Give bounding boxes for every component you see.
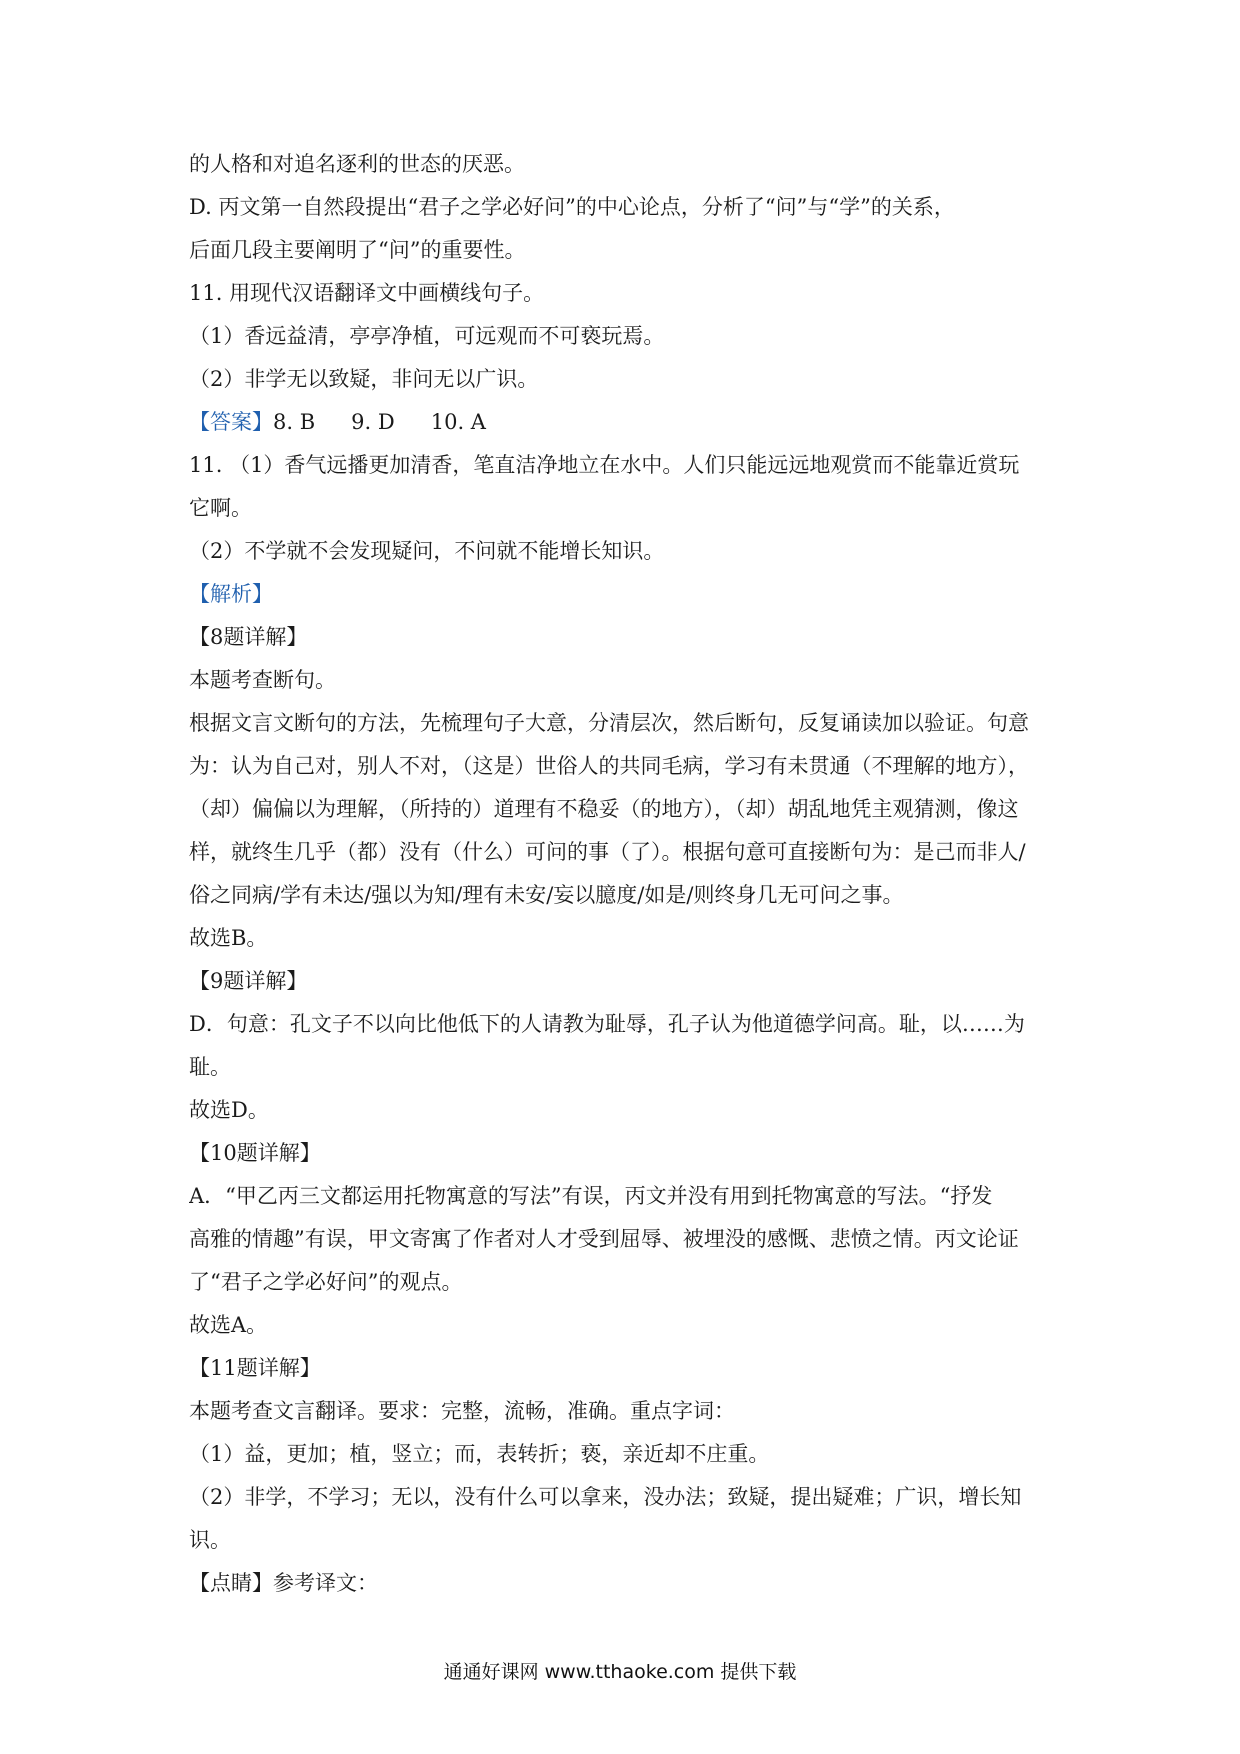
page-content — [189, 143, 1069, 1605]
question-11-title: 11. 用现代汉语翻译文中画横线句子。 — [189, 281, 545, 305]
page-footer: 通通好课网 www.tthaoke.com 提供下载 — [443, 1661, 797, 1683]
text-line: D. 丙文第一自然段提出“君子之学必好问”的中心论点，分析了“问”与“学”的关系， — [189, 195, 955, 219]
answer-11-line-2: 它啊。 — [189, 496, 252, 520]
text-line: 故选A。 — [189, 1313, 268, 1337]
text-line: 本题考查文言翻译。要求：完整，流畅，准确。重点字词： — [189, 1399, 735, 1423]
text-line: 了“君子之学必好问”的观点。 — [189, 1270, 463, 1294]
text-line: （2）非学，不学习；无以，没有什么可以拿来，没办法；致疑，提出疑难；广识，增长知 — [189, 1485, 1022, 1509]
text-line: 俗之同病/学有未达/强以为知/理有未安/妄以臆度/如是/则终身几无可问之事。 — [189, 883, 904, 907]
text-line: 高雅的情趣”有误，甲文寄寓了作者对人才受到屈辱、被埋没的感慨、悲愤之情。丙文论证 — [189, 1227, 1019, 1251]
section-heading: 【11题详解】 — [189, 1356, 321, 1380]
text-line: 故选B。 — [189, 926, 268, 950]
question-11-sentence-2: （2）非学无以致疑，非问无以广识。 — [189, 367, 539, 391]
section-heading: 【10题详解】 — [189, 1141, 321, 1165]
section-heading: 【9题详解】 — [189, 969, 308, 993]
section-heading: 【点睛】参考译文： — [189, 1571, 378, 1595]
answer-11-line-3: （2）不学就不会发现疑问，不问就不能增长知识。 — [189, 539, 665, 563]
text-line: 识。 — [189, 1528, 231, 1552]
text-line: 样，就终生几乎（都）没有（什么）可问的事（了）。根据句意可直接断句为：是己而非人/ — [189, 840, 1026, 864]
answer-q10: 10. A — [430, 410, 486, 434]
text-line: 后面几段主要阐明了“问”的重要性。 — [189, 238, 526, 262]
text-line: D．句意：孔文子不以向比他低下的人请教为耻辱，孔子认为他道德学问高。耻，以……为 — [189, 1012, 1025, 1036]
text-line: 根据文言文断句的方法，先梳理句子大意，分清层次，然后断句，反复诵读加以验证。句意 — [189, 711, 1029, 735]
analysis-tag: 【解析】 — [189, 582, 273, 606]
text-line: A．“甲乙丙三文都运用托物寓意的写法”有误，丙文并没有用到托物寓意的写法。“抒发 — [189, 1184, 993, 1208]
text-line: （却）偏偏以为理解，（所持的）道理有不稳妥（的地方），（却）胡乱地凭主观猜测，像这 — [189, 797, 1019, 821]
text-line: 为：认为自己对，别人不对，（这是）世俗人的共同毛病，学习有未贯通（不理解的地方）， — [189, 754, 1029, 778]
text-line: 的人格和对追名逐利的世态的厌恶。 — [189, 152, 525, 176]
section-heading: 【8题详解】 — [189, 625, 308, 649]
text-line: 故选D。 — [189, 1098, 269, 1122]
text-line: 耻。 — [189, 1055, 231, 1079]
answer-q8: 8. B — [273, 410, 316, 434]
question-11-sentence-1: （1）香远益清，亭亭净植，可远观而不可亵玩焉。 — [189, 324, 665, 348]
answer-tag: 【答案】 — [189, 410, 273, 434]
answer-11-line-1: 11. （1）香气远播更加清香，笔直洁净地立在水中。人们只能远远地观赏而不能靠近赏玩 — [189, 453, 1020, 477]
text-line: （1）益，更加；植，竖立；而，表转折；亵，亲近却不庄重。 — [189, 1442, 770, 1466]
answer-line — [189, 401, 1069, 444]
answer-q9: 9. D — [351, 410, 395, 434]
text-line: 本题考查断句。 — [189, 668, 336, 692]
